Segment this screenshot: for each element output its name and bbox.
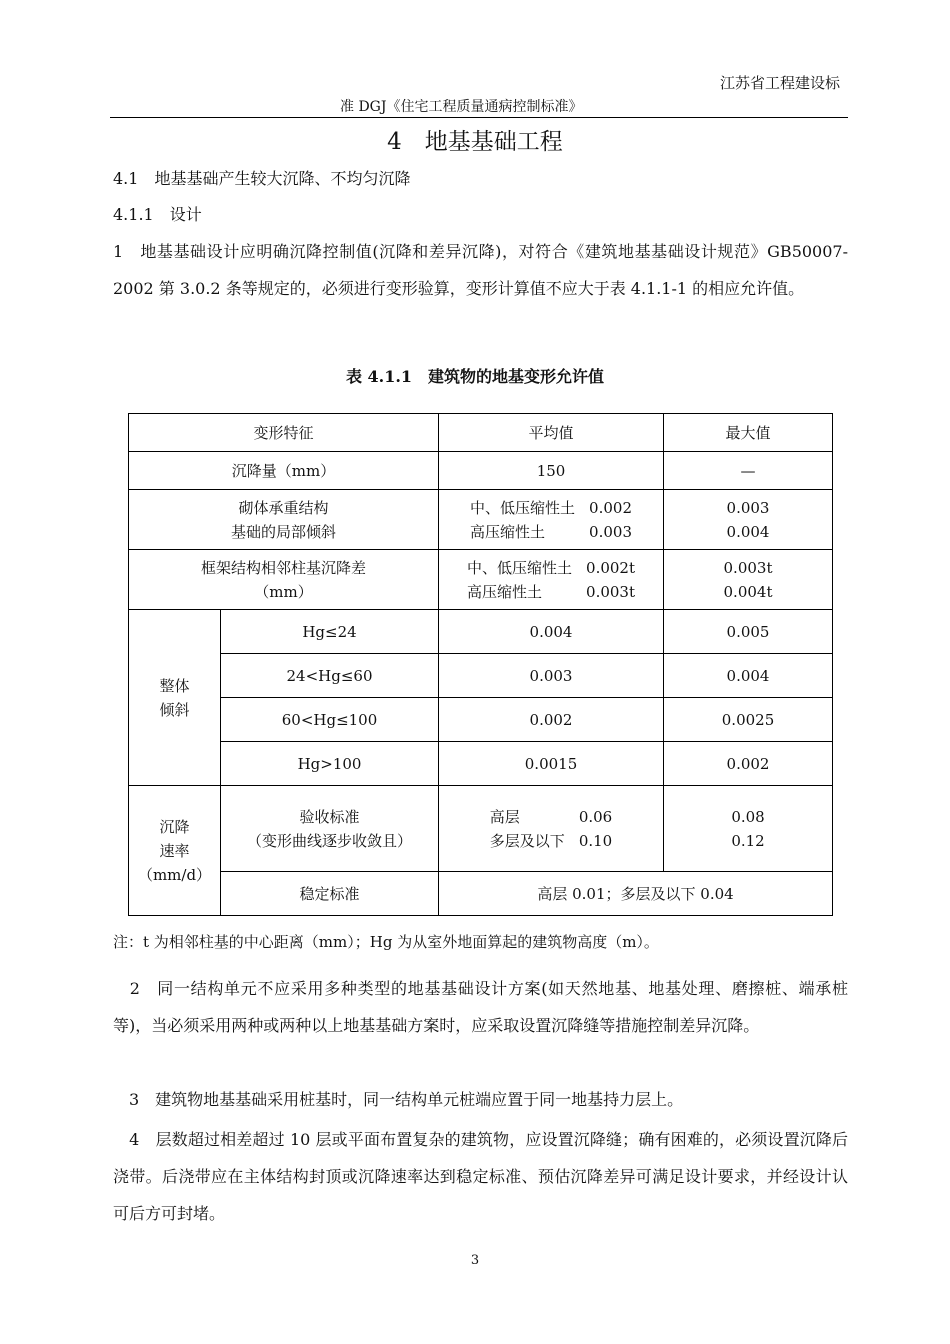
table-row	[129, 872, 833, 916]
paragraph-1: 1 地基基础设计应明确沉降控制值(沉降和差异沉降)，对符合《建筑地基基础设计规范》GB50007-2002 第 3.0.2 条等规定的，必须进行变形验算，变形计算值不应大于表 4.1.1-1 的相应允许值。	[113, 242, 848, 298]
tilt-condition: Hg≤24	[221, 610, 439, 654]
paragraph-3: 3 建筑物地基基础采用桩基时，同一结构单元桩端应置于同一地基持力层上。	[113, 1090, 684, 1109]
frame-avg1-value: 0.002t	[586, 558, 636, 577]
frame-avg2-value: 0.003t	[586, 582, 636, 601]
header-title-line2: 准 DGJ《住宅工程质量通病控制标准》	[340, 99, 583, 115]
deformation-table	[128, 413, 833, 916]
header-divider	[110, 117, 848, 118]
table-row	[129, 610, 833, 654]
rate-accept-label	[221, 786, 439, 872]
table-row	[129, 550, 833, 610]
tilt-max: 0.0025	[664, 698, 833, 742]
masonry-avg1-value: 0.002	[589, 498, 632, 517]
tilt-condition: 60<Hg≤100	[221, 698, 439, 742]
table-row	[129, 786, 833, 872]
table-note: 注：t 为相邻柱基的中心距离（mm）；Hg 为从室外地面算起的建筑物高度（m）。	[113, 933, 659, 951]
masonry-label-line1: 砌体承重结构	[238, 498, 329, 517]
settlement-max: —	[664, 452, 833, 490]
masonry-max	[664, 490, 833, 550]
tilt-group-label	[129, 610, 221, 786]
masonry-label	[129, 490, 439, 550]
rate-accept-avg	[439, 786, 664, 872]
tilt-group-line2: 倾斜	[159, 700, 190, 719]
rate-accept-line1: 验收标准	[299, 807, 360, 826]
rate-avg2-label: 多层及以下	[489, 831, 565, 850]
masonry-avg	[439, 490, 664, 550]
table-row	[129, 654, 833, 698]
tilt-avg: 0.004	[439, 610, 664, 654]
rate-avg1-value: 0.06	[578, 807, 613, 826]
masonry-label-line2: 基础的局部倾斜	[231, 522, 337, 541]
tilt-avg: 0.003	[439, 654, 664, 698]
tilt-max: 0.002	[664, 742, 833, 786]
masonry-max1: 0.003	[726, 498, 770, 517]
section-heading: 4.1 地基基础产生较大沉降、不均匀沉降	[113, 169, 411, 188]
frame-avg1-soil: 中、低压缩性土	[467, 558, 573, 577]
table-header-row	[129, 414, 833, 452]
frame-avg	[439, 550, 664, 610]
rate-group-label	[129, 786, 221, 916]
tilt-group-line1: 整体	[159, 676, 190, 695]
frame-max1: 0.003t	[723, 558, 773, 577]
header-cell-avg: 平均值	[439, 414, 664, 452]
header-cell-feature: 变形特征	[129, 414, 439, 452]
rate-avg2-value: 0.10	[578, 831, 613, 850]
tilt-condition: 24<Hg≤60	[221, 654, 439, 698]
settlement-avg: 150	[439, 452, 664, 490]
rate-group-line2: 速率	[159, 841, 190, 860]
table-row	[129, 490, 833, 550]
tilt-avg: 0.002	[439, 698, 664, 742]
masonry-max2: 0.004	[726, 522, 770, 541]
header-cell-max: 最大值	[664, 414, 833, 452]
page-number: 3	[470, 1253, 480, 1268]
tilt-condition: Hg>100	[221, 742, 439, 786]
masonry-avg2-value: 0.003	[589, 522, 632, 541]
paragraph-4: 4 层数超过相差超过 10 层或平面布置复杂的建筑物，应设置沉降缝；确有困难的，必须设置沉降后浇带。后浇带应在主体结构封顶或沉降速率达到稳定标准、预估沉降差异可满足设计要求，并经设计认可后方可封堵。	[113, 1130, 848, 1223]
rate-accept-max	[664, 786, 833, 872]
masonry-avg2-soil: 高压缩性土	[470, 522, 546, 541]
frame-label	[129, 550, 439, 610]
table-row	[129, 698, 833, 742]
rate-avg1-label: 高层	[489, 807, 520, 826]
frame-max	[664, 550, 833, 610]
table-caption: 表 4.1.1 建筑物的地基变形允许值	[345, 367, 605, 386]
table-row	[129, 742, 833, 786]
frame-max2: 0.004t	[723, 582, 773, 601]
rate-group-line3: （mm/d）	[137, 865, 212, 884]
frame-avg2-soil: 高压缩性土	[467, 582, 543, 601]
rate-stable-value: 高层 0.01；多层及以下 0.04	[439, 872, 833, 916]
paragraph-2: 2 同一结构单元不应采用多种类型的地基基础设计方案(如天然地基、地基处理、磨擦桩、端承桩等)，当必须采用两种或两种以上地基基础方案时，应采取设置沉降缝等措施控制差异沉降。	[113, 979, 848, 1035]
rate-accept-line2: （变形曲线逐步收敛且）	[247, 831, 413, 850]
frame-label-line2: （mm）	[254, 582, 313, 601]
rate-max2: 0.12	[731, 831, 765, 850]
tilt-max: 0.004	[664, 654, 833, 698]
rate-max1: 0.08	[731, 807, 765, 826]
rate-group-line1: 沉降	[159, 817, 190, 836]
rate-stable-label: 稳定标准	[221, 872, 439, 916]
header-title-line1: 江苏省工程建设标	[719, 74, 840, 92]
settlement-label: 沉降量（mm）	[129, 452, 439, 490]
tilt-max: 0.005	[664, 610, 833, 654]
subsection-heading: 4.1.1 设计	[113, 205, 202, 224]
masonry-avg1-soil: 中、低压缩性土	[470, 498, 576, 517]
chapter-title: 4 地基基础工程	[387, 129, 563, 155]
tilt-avg: 0.0015	[439, 742, 664, 786]
table-row	[129, 452, 833, 490]
frame-label-line1: 框架结构相邻柱基沉降差	[201, 558, 367, 577]
